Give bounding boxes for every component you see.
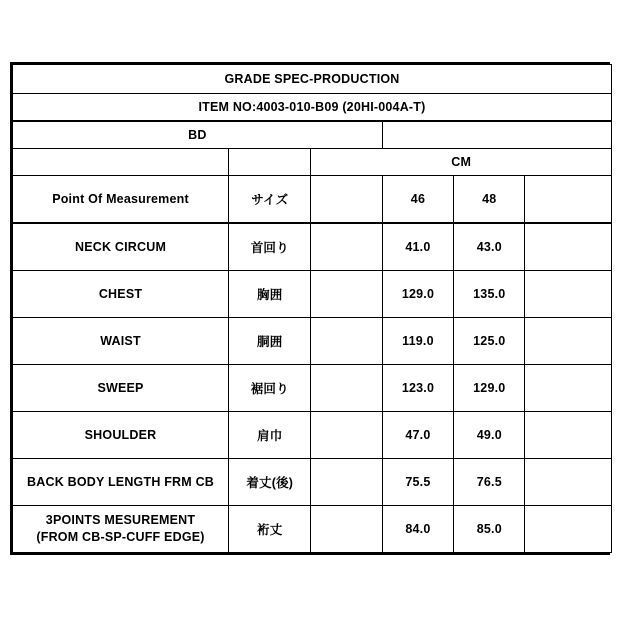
table-row [13,506,612,553]
row-pom: SHOULDER [13,412,229,459]
row-blank-before [311,318,382,365]
row-value-48: 125.0 [454,318,525,365]
spec-sheet [10,62,610,555]
row-pom-line2: (FROM CB-SP-CUFF EDGE) [36,530,205,544]
row-pom-jp: 胴囲 [229,318,311,365]
row-value-48: 85.0 [454,506,525,553]
table-row [13,459,612,506]
header-size-46: 46 [382,176,453,224]
row-blank-after [525,506,612,553]
row-value-46: 119.0 [382,318,453,365]
row-value-48: 135.0 [454,271,525,318]
group-row [13,121,612,149]
unit-row [13,149,612,176]
row-value-48: 49.0 [454,412,525,459]
row-blank-after [525,318,612,365]
row-blank-after [525,271,612,318]
row-value-46: 123.0 [382,365,453,412]
row-value-46: 75.5 [382,459,453,506]
row-pom: BACK BODY LENGTH FRM CB [13,459,229,506]
row-blank-before [311,223,382,271]
row-value-48: 76.5 [454,459,525,506]
table-row [13,223,612,271]
column-header-row [13,176,612,224]
row-value-46: 84.0 [382,506,453,553]
row-value-48: 129.0 [454,365,525,412]
unit-blank-size [229,149,311,176]
header-size-48: 48 [454,176,525,224]
row-blank-before [311,506,382,553]
table-row [13,365,612,412]
spec-frame [10,62,610,555]
header-size-label: サイズ [229,176,311,224]
row-blank-before [311,459,382,506]
unit-blank-pom [13,149,229,176]
row-pom-jp: 着丈(後) [229,459,311,506]
row-blank-after [525,223,612,271]
row-blank-after [525,459,612,506]
row-value-46: 41.0 [382,223,453,271]
row-pom-line1: 3POINTS MESUREMENT [45,513,196,528]
row-value-46: 129.0 [382,271,453,318]
item-number: ITEM NO:4003-010-B09 (20HI-004A-T) [13,94,612,122]
row-pom-jp: 裄丈 [229,506,311,553]
row-blank-after [525,365,612,412]
row-pom: SWEEP [13,365,229,412]
row-blank-before [311,271,382,318]
table-row [13,318,612,365]
row-pom-jp: 肩巾 [229,412,311,459]
row-blank-before [311,365,382,412]
item-no-row [13,94,612,122]
row-blank-after [525,412,612,459]
row-pom-jp: 胸囲 [229,271,311,318]
group-blank [382,121,611,149]
page-title: GRADE SPEC-PRODUCTION [13,65,612,94]
row-pom-jp: 首回り [229,223,311,271]
row-pom: CHEST [13,271,229,318]
title-row [13,65,612,94]
row-value-46: 47.0 [382,412,453,459]
table-row [13,271,612,318]
table-row [13,412,612,459]
header-point-of-measurement: Point Of Measurement [13,176,229,224]
row-pom: WAIST [13,318,229,365]
spec-table [12,64,612,553]
row-pom: NECK CIRCUM [13,223,229,271]
row-pom-jp: 裾回り [229,365,311,412]
row-blank-before [311,412,382,459]
header-blank-before [311,176,382,224]
row-pom [13,506,229,553]
group-label: BD [13,121,383,149]
row-value-48: 43.0 [454,223,525,271]
unit-label: CM [311,149,612,176]
header-blank-after [525,176,612,224]
